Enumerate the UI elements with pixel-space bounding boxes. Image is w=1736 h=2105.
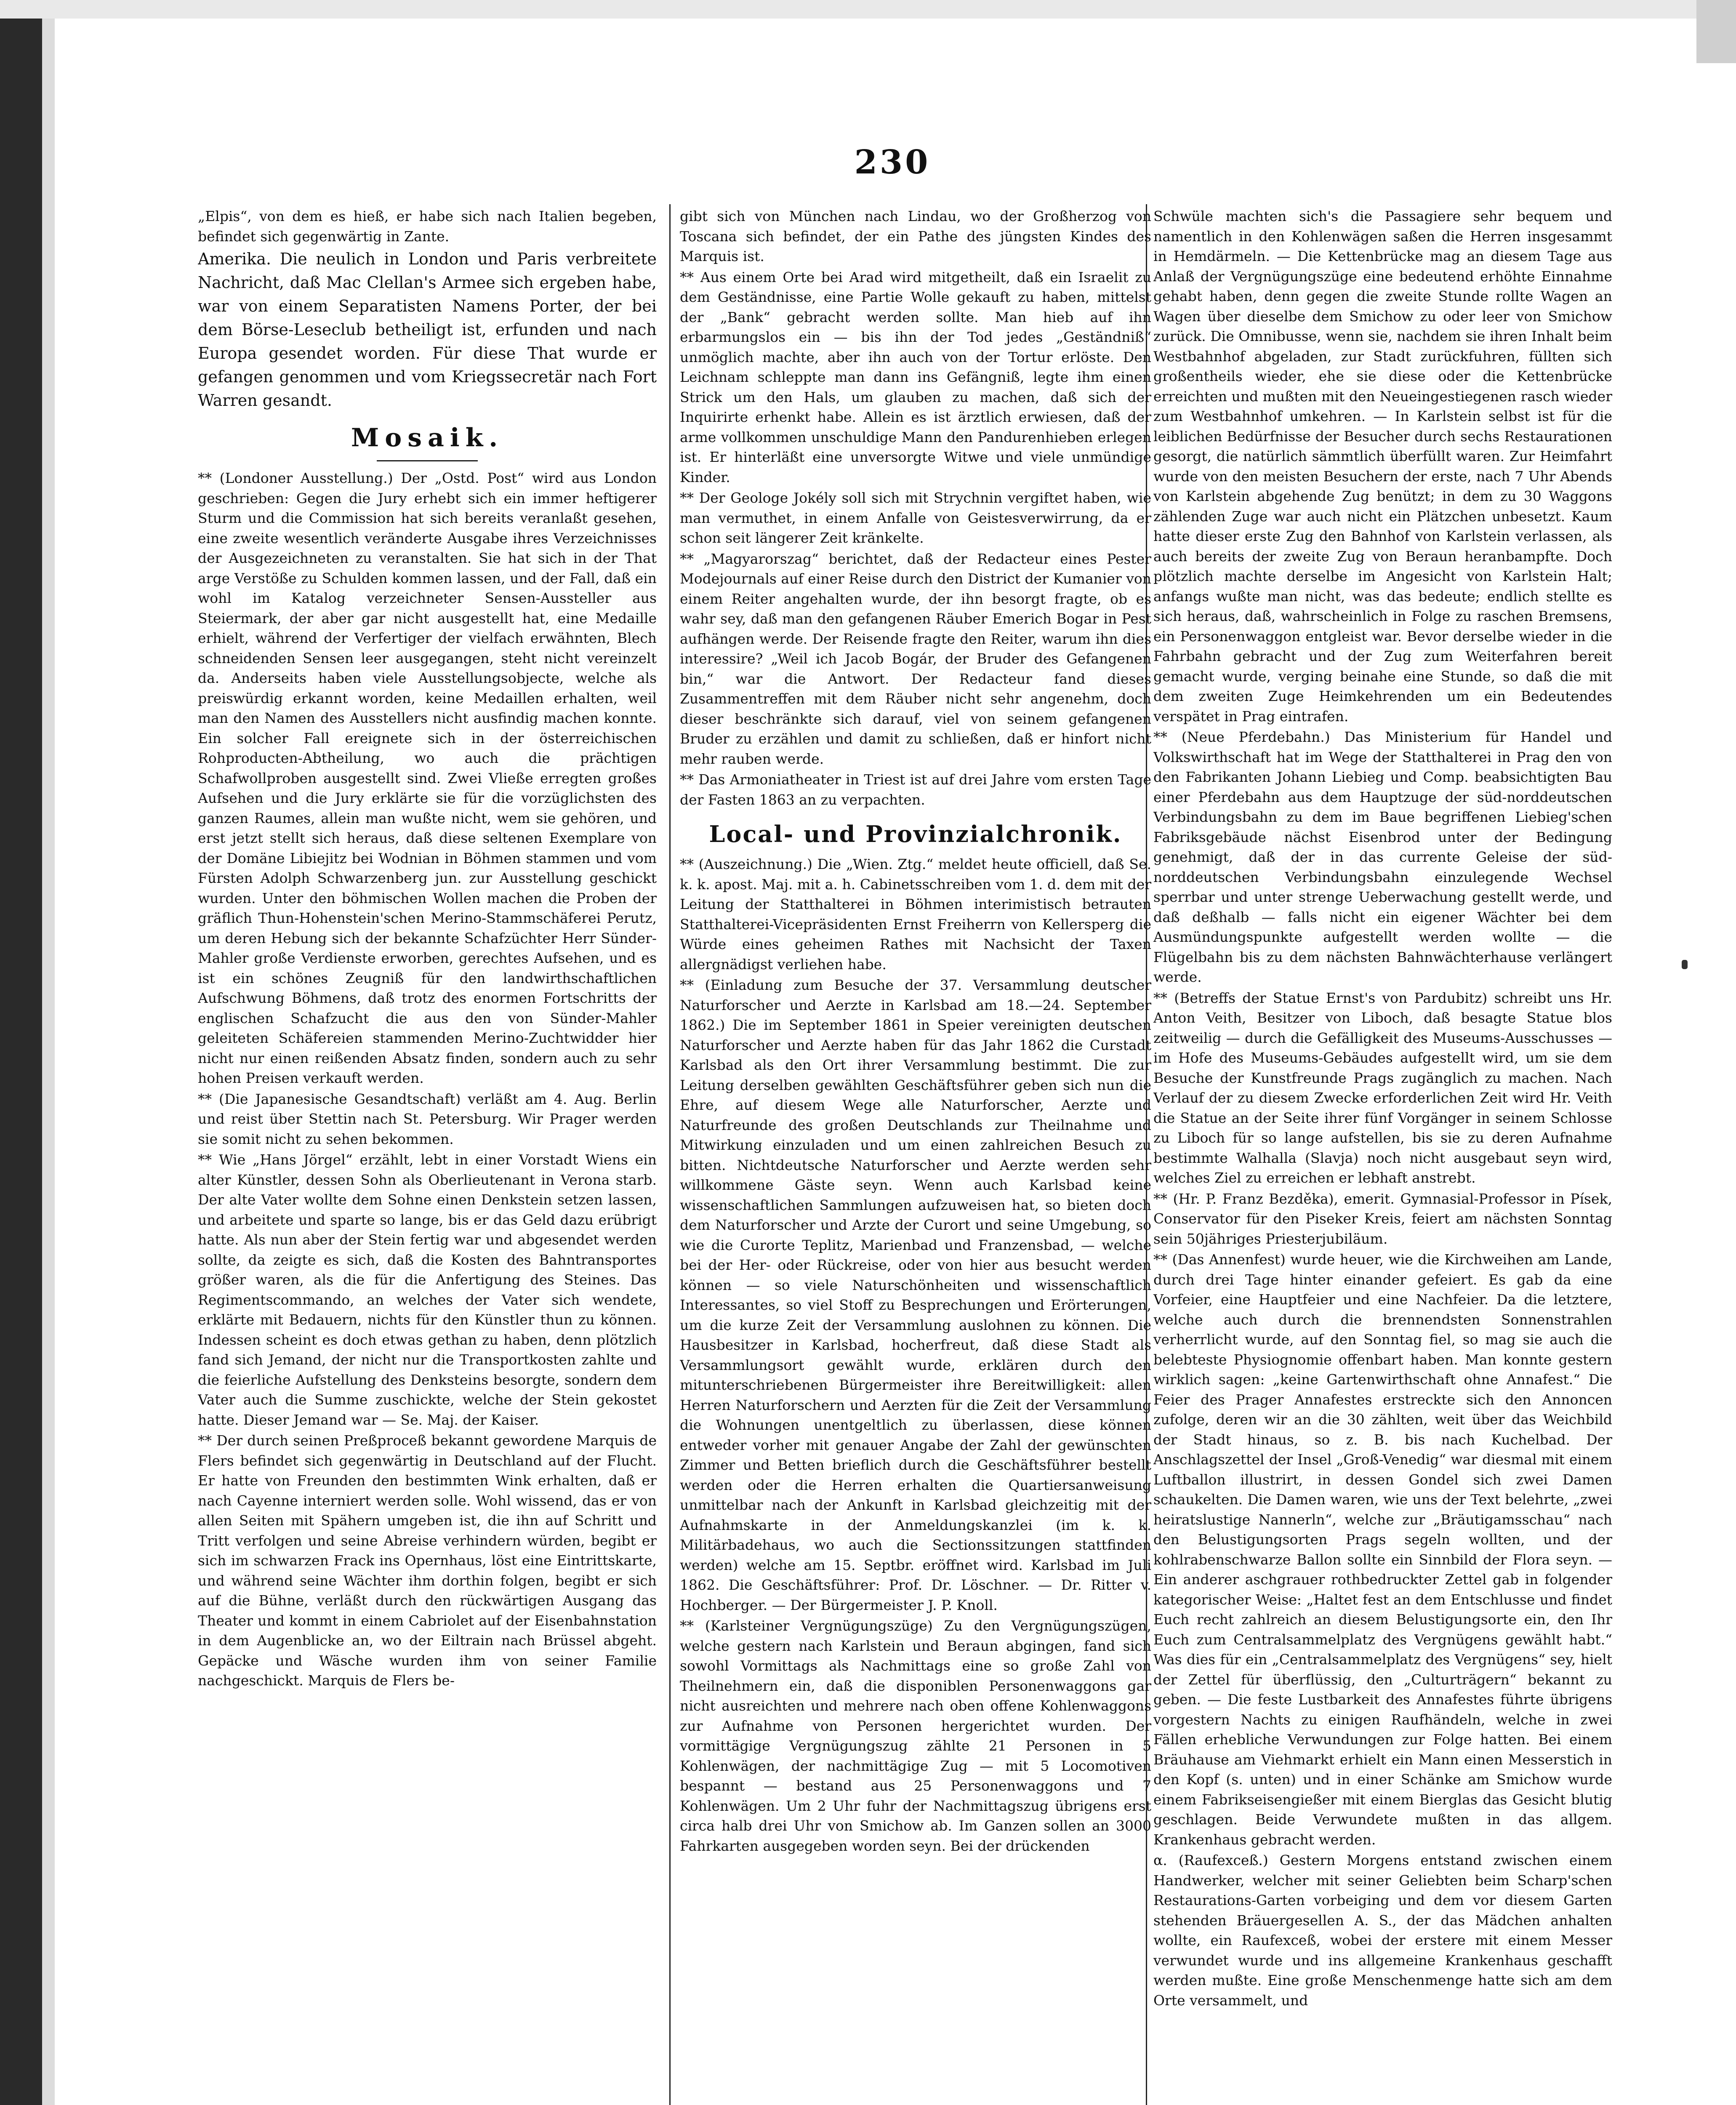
paragraph: Schwüle machten sich's die Passagiere sehr bequem und namentlich in den Kohlenwägen saßen die Herren insgesammt in Hemdärmeln. — Die Kettenbrücke mag an diesem Tage aus Anlaß der Vergnügungszüge eine bedeutend erhöhte Einnahme gehabt haben, denn gegen die zweite Stunde rollte Wagen an Wagen über dieselbe dem Smichow zu oder leer von Smichow zurück. Die Omnibusse, wenn sie, nachdem sie ihren Inhalt beim Westbahnhof abgeladen, zur Stadt zurückfuhren, füllten sich großentheils wieder, ehe sie diese oder die Kettenbrücke erreichten und mußten mit den Neueingestiegenen rasch wieder zum Westbahnhof umkehren. — In Karlstein selbst ist für die leiblichen Bedürfnisse der Besucher durch sechs Restaurationen gesorgt, die natürlich sämmtlich überfüllt waren. Zur Heimfahrt wurde von den meisten Besuchern der erste, nach 7 Uhr Abends von Karlstein abgehende Zug benützt; in dem zu 30 Waggons zählenden Zuge war auch nicht ein Plätzchen unbesetzt. Kaum hatte dieser erste Zug den Bahnhof von Karlstein verlassen, als auch bereits der zweite Zug von Beraun heranbampfte. Doch plötzlich machte derselbe im Angesicht von Karlstein Halt; anfangs wußte man nicht, was das bedeute; endlich stellte es sich heraus, daß, wahrscheinlich in Folge zu raschen Bremsens, ein Personenwaggon entgleist war. Bevor derselbe wieder in die Fahrbahn gebracht und der Zug zum Weiterfahren bereit gemacht wurde, verging beinahe eine Stunde, so daß die mit dem zweiten Zuge Heimkehrenden um ein Bedeutendes verspätet in Prag eintrafen.	[1153, 208, 1612, 725]
column-3	[1153, 206, 1612, 2105]
divider	[377, 460, 478, 461]
column-1	[198, 206, 657, 2105]
paragraph: ** (Karlsteiner Vergnügungszüge) Zu den Vergnügungszügen, welche gestern nach Karlstein und Beraun abgingen, fand sich sowohl Vormittags als Nachmittags eine so große Zahl von Theilnehmern ein, daß die disponiblen Personenwaggons gar nicht ausreichten und mehrere nach oben offene Kohlenwaggons zur Aufnahme von Personen hergerichtet wurden. Der vormittägige Vergnügungszug zählte 21 Personen in 5 Kohlenwägen, der nachmittägige Zug — mit 5 Locomotiven bespannt — bestand aus 25 Personenwaggons und 7 Kohlenwägen. Um 2 Uhr fuhr der Nachmittagszug übrigens erst circa halb drei Uhr von Smichow ab. Im Ganzen sollen an 3000 Fahrkarten ausgegeben worden seyn. Bei der drückenden	[680, 1617, 1151, 1854]
paragraph: ** Der Geologe Jokély soll sich mit Strychnin vergiftet haben, wie man vermuthet, in einem Anfalle von Geistesverwirrung, da er schon seit längerer Zeit kränkelte.	[680, 490, 1151, 546]
paragraph: ** (Das Annenfest) wurde heuer, wie die Kirchweihen am Lande, durch drei Tage hinter einander gefeiert. Es gab da eine Vorfeier, eine Hauptfeier und eine Nachfeier. Da die letztere, welche auch durch die brennendsten Sonnenstrahlen verherrlicht wurde, auf den Sonntag fiel, so mag sie auch die belebteste Physiognomie offenbart haben. Man konnte gestern wirklich sagen: „keine Gartenwirthschaft ohne Annafest.“ Die Feier des Prager Annafestes erstreckte sich den Annoncen zufolge, deren wir an die 30 zählten, weit über das Weichbild der Stadt hinaus, so z. B. bis nach Kuchelbad. Der Anschlagszettel der Insel „Groß-Venedig“ war diesmal mit einem Luftballon illustrirt, in dessen Gondel sich zwei Damen schaukelten. Die Damen waren, wie uns der Text belehrte, „zwei heiratslustige Nannerln“, welche zur „Bräutigamsschau“ nach den Belustigungsorten Prags segeln wollten, und der kohlrabenschwarze Ballon sollte ein Sinnbild der Flora seyn. — Ein anderer aschgrauer rothbedruckter Zettel gab in folgender kategorischer Weise: „Haltet fest an dem Entschlusse und findet Euch recht zahlreich an diesem Belustigungsorte ein, den Ihr Euch zum Centralsammelplatz des Vergnügens gewählt habt.“ Was dies für ein „Centralsammelplatz des Vergnügens“ sey, hielt der Zettel für überflüssig, den „Culturträgern“ bekannt zu geben. — Die feste Lustbarkeit des Annafestes führte übrigens vorgestern Nachts zu einigen Raufhändeln, welche in zwei Fällen erhebliche Verwundungen zur Folge hatten. Bei einem Bräuhause am Viehmarkt erhielt ein Mann einen Messerstich in den Kopf (s. unten) und in einer Schänke am Smichow wurde einem Fabrikseisengießer mit einem Bierglas das Gesicht blutig geschlagen. Beide Verwundete mußten in das allgem. Krankenhaus gebracht werden.	[1153, 1251, 1612, 1848]
scan-corner	[1696, 0, 1736, 63]
paragraph: ** (Hr. P. Franz Bezděka), emerit. Gymnasial-Professor in Písek, Conservator für den Piseker Kreis, feiert am nächsten Sonntag sein 50jähriges Priesterjubiläum.	[1153, 1190, 1612, 1247]
paragraph: ** Aus einem Orte bei Arad wird mitgetheilt, daß ein Israelit zu dem Geständnisse, eine Partie Wolle gekauft zu haben, mittelst der „Bank“ gebracht werden sollte. Man hieb auf ihn erbarmungslos ein — bis ihn der Tod jedes „Geständniß“ unmöglich machte, aber ihn auch von der Tortur erlöste. Den Leichnam schleppte man dann ins Gefängniß, legte ihm einen Strick um den Hals, um glauben zu machen, daß sich der Inquirirte erhenkt habe. Allein es ist ärztlich erwiesen, daß der arme vollkommen unschuldige Mann den Pandurenhieben erlegen ist. Er hinterläßt eine unversorgte Witwe und viele unmündige Kinder.	[680, 269, 1151, 485]
paragraph: Amerika. Die neulich in London und Paris verbreitete Nachricht, daß Mac Clellan's Armee sich ergeben habe, war von einem Separatisten Namens Porter, der bei dem Börse-Leseclub betheiligt ist, erfunden und nach Europa gesendet worden. Für diese That wurde er gefangen genommen und vom Kriegssecretär nach Fort Warren gesandt.	[198, 250, 657, 410]
column-rule	[669, 204, 671, 2105]
column-2	[680, 206, 1151, 2105]
page-number: 230	[854, 143, 931, 181]
paragraph: ** „Magyarorszag“ berichtet, daß der Redacteur eines Pester Modejournals auf einer Reise durch den District der Kumanier von einem Reiter angehalten wurde, der ihn besorgt fragte, ob es wahr sey, daß man den gefangenen Räuber Emerich Bogar in Pest aufhängen werde. Der Reisende fragte den Reiter, warum ihn dies interessire? „Weil ich Jacob Bogár, der Bruder des Gefangenen bin,“ war die Antwort. Der Redacteur fand dieses Zusammentreffen mit dem Räuber nicht sehr angenehm, doch dieser beschränkte sich darauf, viel von seinem gefangenen Bruder zu erzählen und damit zu schließen, daß er hinfort nicht mehr rauben werde.	[680, 550, 1151, 767]
ink-spot	[1682, 960, 1688, 969]
paragraph: ** Das Armoniatheater in Triest ist auf drei Jahre vom ersten Tage der Fasten 1863 an zu verpachten.	[680, 771, 1151, 808]
paragraph: ** Wie „Hans Jörgel“ erzählt, lebt in einer Vorstadt Wiens ein alter Künstler, dessen Sohn als Oberlieutenant in Verona starb. Der alte Vater wollte dem Sohne einen Denkstein setzen lassen, und arbeitete und sparte so lange, bis er das Geld dazu erübrigt hatte. Als nun aber der Stein fertig war und abgesendet werden sollte, da zeigte es sich, daß die Kosten des Bahntransportes größer waren, als die für die Anfertigung des Steines. Das Regimentscommando, an welches der Vater sich wendete, erklärte mit Bedauern, nichts für den Künstler thun zu können. Indessen scheint es doch etwas gethan zu haben, denn plötzlich fand sich Jemand, der nicht nur die Transportkosten zahlte und die feierliche Aufstellung des Denksteins besorgte, sondern dem Vater auch die Summe zuschickte, welche der Stein gekostet hatte. Dieser Jemand war — Se. Maj. der Kaiser.	[198, 1151, 657, 1428]
scan-edge-top	[0, 0, 1736, 19]
paragraph: ** Der durch seinen Preßproceß bekannt gewordene Marquis de Flers befindet sich gegenwärtig in Deutschland auf der Flucht. Er hatte von Freunden den bestimmten Wink erhalten, daß er nach Cayenne interniert werden solle. Wohl wissend, das er von allen Seiten mit Spähern umgeben ist, die ihn auf Schritt und Tritt verfolgen und seine Abreise verhindern würden, begibt er sich im schwarzen Frack ins Opernhaus, löst eine Eintrittskarte, und während seine Wächter ihm dorthin folgen, begibt er sich auf die Bühne, verläßt durch den rückwärtigen Ausgang das Theater und kommt in einem Cabriolet auf der Eisenbahnstation in dem Augenblicke an, wo der Eiltrain nach Brüssel abgeht. Gepäcke und Wäsche wurden ihm von seiner Familie nachgeschickt. Marquis de Flers be-	[198, 1432, 657, 1689]
section-heading: Mosaik.	[351, 423, 504, 453]
paragraph: ** (Neue Pferdebahn.) Das Ministerium für Handel und Volkswirthschaft hat im Wege der Statthalterei in Prag den von den Fabrikanten Johann Liebieg und Comp. beabsichtigten Bau einer Pferdebahn aus dem Hauptzuge der süd-norddeutschen Verbindungsbahn zu dem im Baue begriffenen Liebieg'schen Fabriksgebäude nächst Eisenbrod unter der Bedingung genehmigt, daß der in das currente Geleise der süd-norddeutschen Verbindungsbahn einzulegende Wechsel sperrbar und unter strenge Ueberwachung gestellt werde, und daß deßhalb — falls nicht ein eigener Wächter bei dem Ausmündungspunkte aufgestellt werden wollte — die Flügelbahn bis zu dem nächsten Bahnwächterhause verlängert werde.	[1153, 729, 1612, 985]
paragraph: ** (Londoner Ausstellung.) Der „Ostd. Post“ wird aus London geschrieben: Gegen die Jury erhebt sich ein immer heftigerer Sturm und die Commission hat sich bereits veranlaßt gesehen, eine zweite wesentlich veränderte Ausgabe ihres Verzeichnisses der Ausgezeichneten zu veranstalten. Sie hat sich in der That arge Verstöße zu Schulden kommen lassen, und der Fall, daß ein wohl im Katalog verzeichneter Sensen-Aussteller aus Steiermark, der aber gar nicht ausgestellt hat, eine Medaille erhielt, während der Verfertiger der vielfach erwähnten, Blech schneidenden Sensen leer ausgegangen, steht nicht vereinzelt da. Anderseits haben viele Ausstellungsobjecte, welche als preiswürdig erkannt worden, keine Medaillen erhalten, weil man den Namen des Ausstellers nicht ausfindig machen konnte. Ein solcher Fall ereignete sich in der österreichischen Rohproducten-Abtheilung, wo auch die prächtigen Schafwollproben ausgestellt sind. Zwei Vließe erregten großes Aufsehen und die Jury erklärte sie für die vorzüglichsten des ganzen Raumes, allein man wußte nicht, wem sie gehören, und erst jetzt stellt sich heraus, daß diese seltenen Exemplare von der Domäne Libiejitz bei Wodnian in Böhmen stammen und vom Fürsten Adolph Schwarzenberg jun. zur Ausstellung geschickt wurden. Unter den böhmischen Wollen machen die Proben der gräflich Thun-Hohenstein'schen Merino-Stammschäferei Perutz, um deren Hebung sich der bekannte Schafzüchter Herr Sünder-Mahler große Verdienste erworben, gerechtes Aufsehen, und es ist ein schönes Zeugniß für den landwirthschaftlichen Aufschwung Böhmens, daß trotz des enormen Fortschritts der englischen Schafzucht die aus den von Sünder-Mahler geleiteten Schäfereien stammenden Merino-Zuchtwidder hier nicht nur einen reißenden Absatz finden, sondern auch zu sehr hohen Preisen verkauft werden.	[198, 470, 657, 1086]
paragraph: „Elpis“, von dem es hieß, er habe sich nach Italien begeben, befindet sich gegenwärtig in Zante.	[198, 208, 657, 245]
paragraph: gibt sich von München nach Lindau, wo der Großherzog von Toscana sich befindet, der ein Pathe des jüngsten Kindes des Marquis ist.	[680, 208, 1151, 264]
paragraph: ** (Auszeichnung.) Die „Wien. Ztg.“ meldet heute officiell, daß Se. k. k. apost. Maj. mit a. h. Cabinetsschreiben vom 1. d. dem mit der Leitung der Statthalterei in Böhmen interimistisch betrauten Statthalterei-Vicepräsidenten Ernst Freiherrn von Kellersperg die Würde eines geheimen Rathes mit Nachsicht der Taxen allergnädigst verliehen habe.	[680, 856, 1151, 973]
paragraph: α. (Raufexceß.) Gestern Morgens entstand zwischen einem Handwerker, welcher mit seiner Geliebten beim Scharp'schen Restaurations-Garten vorbeiging und dem vor diesem Garten stehenden Bräuergesellen A. S., der das Mädchen anhalten wollte, ein Raufexceß, wobei der erstere mit einem Messer verwundet wurde und ins allgemeine Krankenhaus geschafft werden mußte. Eine große Menschenmenge hatte sich am dem Orte versammelt, und	[1153, 1852, 1612, 2009]
paragraph: ** (Betreffs der Statue Ernst's von Pardubitz) schreibt uns Hr. Anton Veith, Besitzer von Liboch, daß besagte Statue blos zeitweilig — durch die Gefälligkeit des Museums-Ausschusses — im Hofe des Museums-Gebäudes aufgestellt wird, um sie dem Besuche der Kunstfreunde Prags zugänglich zu machen. Nach Verlauf der zu diesem Zwecke erforderlichen Zeit wird Hr. Veith die Statue an der Seite ihrer fünf Vorgänger in seinem Schlosse zu Liboch für so lange aufstellen, bis sie zu deren Aufnahme bestimmte Walhalla (Slavja) noch nicht ausgebaut seyn wird, welches Ziel zu erreichen er lebhaft anstrebt.	[1153, 989, 1612, 1186]
paragraph: ** (Die Japanesische Gesandtschaft) verläßt am 4. Aug. Berlin und reist über Stettin nach St. Petersburg. Wir Prager werden sie somit nicht zu sehen bekommen.	[198, 1090, 657, 1147]
scan-edge-dark	[0, 0, 42, 2105]
scan-edge-light	[42, 0, 55, 2105]
paragraph: ** (Einladung zum Besuche der 37. Versammlung deutscher Naturforscher und Aerzte in Karlsbad am 18.—24. September 1862.) Die im September 1861 in Speier vereinigten deutschen Naturforscher und Aerzte haben für das Jahr 1862 die Curstadt Karlsbad als den Ort ihrer Versammlung bestimmt. Die zur Leitung derselben gewählten Geschäftsführer geben sich nun die Ehre, auf diesem Wege alle Naturforscher, Aerzte und Naturfreunde des großen Deutschlands zur Theilnahme und Mitwirkung einzuladen und um einen zahlreichen Besuch zu bitten. Nichtdeutsche Naturforscher und Aerzte werden sehr willkommene Gäste seyn. Wenn auch Karlsbad keine wissenschaftlichen Sammlungen aufzuweisen hat, so bieten doch dem Naturforscher und Arzte der Curort und seine Umgebung, so wie die Curorte Teplitz, Marienbad und Franzensbad, — welche bei der Her- oder Rückreise, oder von hier aus besucht werden können — so viele Naturschönheiten und wissenschaftlich Interessantes, so viel Stoff zu Besprechungen und Erörterungen, um die kurze Zeit der Versammlung auslohnen zu können. Die Hausbesitzer in Karlsbad, hocherfreut, daß diese Stadt als Versammlungsort gewählt wurde, erklären durch den mitunterschriebenen Bürgermeister ihre Bereitwilligkeit: allen Herren Naturforschern und Aerzten für die Zeit der Versammlung die Wohnungen unentgeltlich zu überlassen, diese können entweder vorher mit genauer Angabe der Zahl der gewünschten Zimmer und Betten brieflich durch die Geschäftsführer bestellt werden oder die Herren erhalten die Quartiersanweisung unmittelbar nach der Ankunft in Karlsbad gleichzeitig mit der Aufnahmskarte in der Anmeldungskanzlei (im k. k. Militärbadehaus, wo auch die Sectionssitzungen stattfinden werden) welche am 15. Septbr. eröffnet wird. Karlsbad im Juli 1862. Die Geschäftsführer: Prof. Dr. Löschner. — Dr. Ritter v. Hochberger. — Der Bürgermeister J. P. Knoll.	[680, 977, 1151, 1613]
section-heading: Local- und Provinzialchronik.	[709, 821, 1122, 847]
